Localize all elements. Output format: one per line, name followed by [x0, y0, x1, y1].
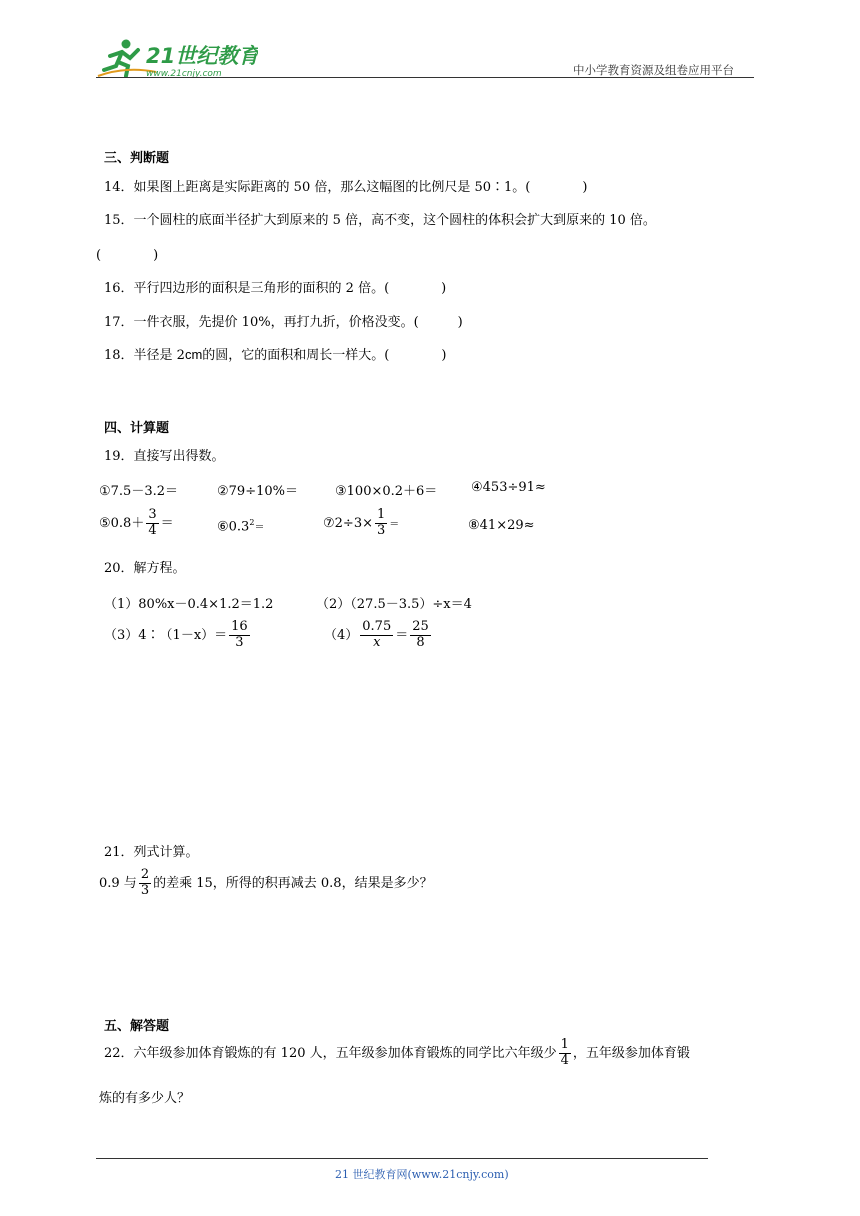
- equals-sign: ＝: [389, 518, 400, 530]
- svg-text:21世纪教育: 21世纪教育: [146, 44, 258, 68]
- denominator: 3: [376, 522, 386, 538]
- calc-3: ③100×0.2＋6＝: [335, 484, 438, 499]
- question-22: [104, 1038, 690, 1069]
- site-logo: [96, 36, 258, 80]
- calc-5: [99, 508, 174, 539]
- footer-link[interactable]: 21 世纪教育网(www.21cnjy.com): [335, 1168, 509, 1181]
- question-21: 21．列式计算。: [104, 845, 199, 860]
- question-15: 15．一个圆柱的底面半径扩大到原来的 5 倍，高不变，这个圆柱的体积会扩大到原来的 10 倍。: [104, 213, 656, 228]
- equation-4-text: （4）: [324, 627, 359, 643]
- question-20: 20．解方程。: [104, 561, 186, 576]
- question-19: 19．直接写出得数。: [104, 449, 225, 464]
- numerator: 0.75: [362, 619, 392, 634]
- fraction: [410, 620, 431, 651]
- footer-divider: [96, 1158, 708, 1159]
- fraction: [139, 868, 151, 899]
- numerator: 16: [231, 619, 248, 634]
- equals-sign: ＝: [254, 522, 265, 534]
- numerator: 1: [376, 507, 386, 522]
- section-title-judgement: 三、判断题: [104, 151, 170, 166]
- question-21-body: [99, 868, 433, 899]
- fraction: [146, 508, 158, 539]
- equation-4: [324, 620, 433, 651]
- calc-2: ②79÷10%＝: [217, 484, 298, 499]
- denominator: 4: [560, 1052, 569, 1068]
- question-15-bracket: ( ): [96, 248, 159, 263]
- question-14: 14．如果图上距离是实际距离的 50 倍，那么这幅图的比例尺是 50∶1。( ): [104, 180, 588, 195]
- question-18-text: 18．半径是 2: [104, 348, 185, 363]
- section-title-calculation: 四、计算题: [104, 421, 170, 436]
- denominator: 3: [235, 634, 244, 650]
- question-21-text: 0.9 与: [99, 875, 137, 891]
- calc-5-text: ⑤0.8＋: [99, 515, 145, 531]
- question-21-text-end: 的差乘 15，所得的积再减去 0.8，结果是多少？: [153, 875, 433, 891]
- numerator: 3: [148, 507, 157, 522]
- equals-sign: ＝: [395, 627, 409, 643]
- platform-name: 中小学教育资源及组卷应用平台: [573, 63, 734, 77]
- denominator: 8: [416, 634, 425, 650]
- denominator: x: [373, 634, 381, 650]
- calc-7-text: ⑦2÷3×: [323, 515, 373, 531]
- calc-6: [217, 518, 264, 534]
- denominator: 3: [140, 882, 150, 898]
- question-17: 17．一件衣服，先提价 10%，再打九折，价格没变。( ): [104, 315, 463, 330]
- equation-3-text: （3）4∶（1－x）＝: [104, 627, 228, 643]
- question-18-text-end: 的圆，它的面积和周长一样大。( ): [202, 348, 447, 363]
- calc-7: [323, 508, 399, 539]
- question-18: [104, 344, 446, 363]
- fraction: [559, 1038, 571, 1069]
- section-title-solutions: 五、解答题: [104, 1019, 170, 1034]
- fraction: [375, 508, 387, 539]
- numerator: 2: [140, 867, 150, 882]
- denominator: 4: [148, 522, 157, 538]
- calc-1: ①7.5－3.2＝: [99, 484, 179, 499]
- question-22-line2: 炼的有多少人？: [99, 1091, 191, 1106]
- exponent: 2: [249, 518, 255, 527]
- equation-3: [104, 620, 252, 651]
- runner-logo-icon: [96, 36, 258, 80]
- question-22-text: 22．六年级参加体育锻炼的有 120 人，五年级参加体育锻炼的同学比六年级少: [104, 1045, 557, 1061]
- fraction: [360, 620, 393, 651]
- numerator: 1: [560, 1037, 569, 1052]
- question-22-text-mid: ，五年级参加体育锻: [572, 1045, 690, 1061]
- fraction: [229, 620, 250, 651]
- calc-4: ④453÷91≈: [471, 480, 546, 495]
- header-divider: [96, 77, 754, 78]
- calc-6-text: ⑥0.3: [217, 519, 250, 535]
- question-16: 16．平行四边形的面积是三角形的面积的 2 倍。( ): [104, 281, 447, 296]
- equals-sign: ＝: [160, 515, 174, 531]
- numerator: 25: [412, 619, 429, 634]
- equation-2: （2）（27.5－3.5）÷x＝4: [316, 597, 472, 612]
- unit-cm: cm: [184, 347, 203, 362]
- svg-text:www.21cnjy.com: www.21cnjy.com: [146, 69, 222, 79]
- equation-1: （1）80%x－0.4×1.2＝1.2: [104, 597, 274, 612]
- calc-8: ⑧41×29≈: [468, 518, 535, 533]
